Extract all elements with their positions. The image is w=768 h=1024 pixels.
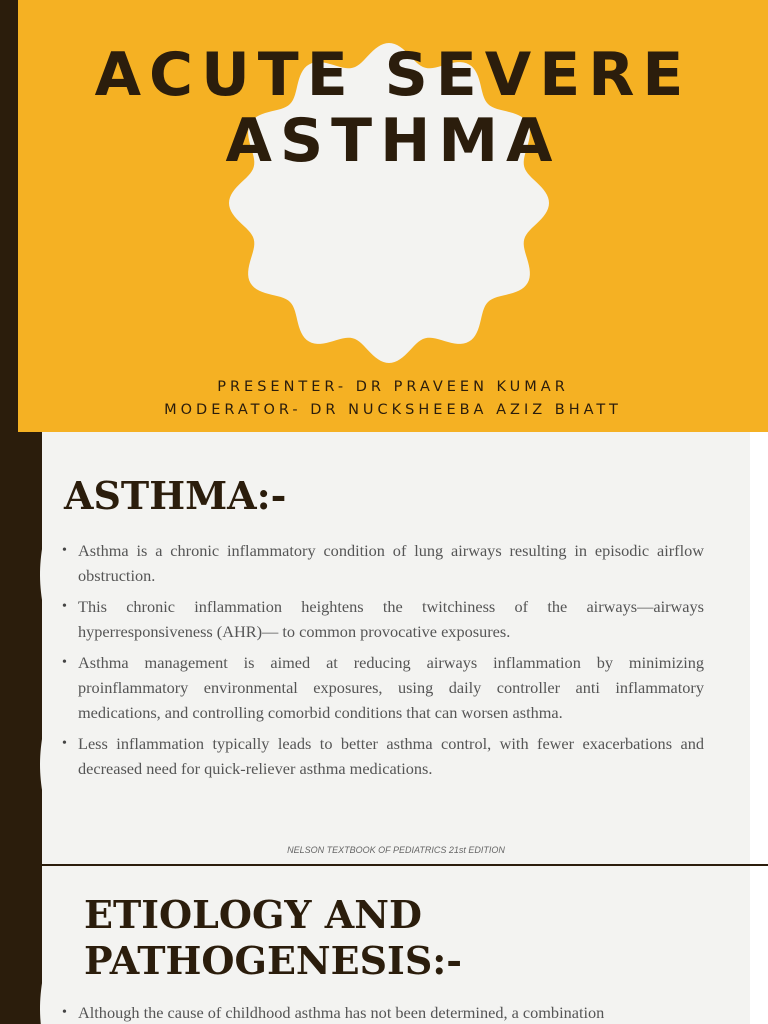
bullet-text: This chronic inflammation heightens the twitchiness of the airways—airways hyperresponsiveness (AHR)— to common provocative exposures. bbox=[78, 597, 704, 641]
slide-heading bbox=[84, 892, 462, 984]
bullet-icon: • bbox=[62, 1005, 67, 1020]
presentation-title bbox=[18, 42, 768, 174]
bullet-text: Asthma management is aimed at reducing airways inflammation by minimizing proinflammatory environmental exposures, using daily controller anti inflammatory medications, and controlling comorbid conditions that can worsen asthma. bbox=[78, 653, 704, 722]
bullet-item bbox=[62, 1000, 704, 1024]
bullet-icon: • bbox=[62, 543, 67, 558]
bullet-text: Less inflammation typically leads to better asthma control, with fewer exacerbations and decreased need for quick-reliever asthma medications. bbox=[78, 734, 704, 778]
etiology-slide bbox=[0, 866, 768, 1024]
bullet-text: Asthma is a chronic inflammatory condition of lung airways resulting in episodic airflow obstruction. bbox=[78, 541, 704, 585]
bullet-item bbox=[62, 594, 704, 644]
bullet-icon: • bbox=[62, 655, 67, 670]
bullet-text: Although the cause of childhood asthma has not been determined, a combination bbox=[78, 1003, 605, 1022]
bullet-item bbox=[62, 538, 704, 588]
asthma-slide bbox=[0, 432, 768, 864]
left-accent-bar bbox=[0, 0, 18, 432]
title-line-2: ASTHMA bbox=[225, 106, 561, 176]
right-edge-strip bbox=[750, 432, 768, 864]
bullet-list bbox=[62, 1000, 704, 1024]
bullet-item bbox=[62, 731, 704, 781]
slide-heading: ASTHMA:- bbox=[64, 473, 287, 518]
bullet-item bbox=[62, 650, 704, 725]
title-slide bbox=[0, 0, 768, 432]
title-line-1: ACUTE SEVERE bbox=[94, 40, 692, 110]
right-edge-strip bbox=[750, 866, 768, 1024]
bullet-icon: • bbox=[62, 599, 67, 614]
wave-edge-decoration bbox=[0, 432, 70, 864]
presenter-line: PRESENTER- DR PRAVEEN KUMAR bbox=[217, 379, 569, 395]
bullet-icon: • bbox=[62, 736, 67, 751]
bullet-list bbox=[62, 538, 704, 787]
citation: NELSON TEXTBOOK OF PEDIATRICS 21st EDITION bbox=[287, 845, 505, 855]
wave-edge-decoration bbox=[0, 866, 70, 1024]
heading-line-2: PATHOGENESIS:- bbox=[84, 938, 463, 983]
moderator-line: MODERATOR- DR NUCKSHEEBA AZIZ BHATT bbox=[164, 402, 622, 418]
heading-line-1: ETIOLOGY AND bbox=[84, 892, 422, 937]
